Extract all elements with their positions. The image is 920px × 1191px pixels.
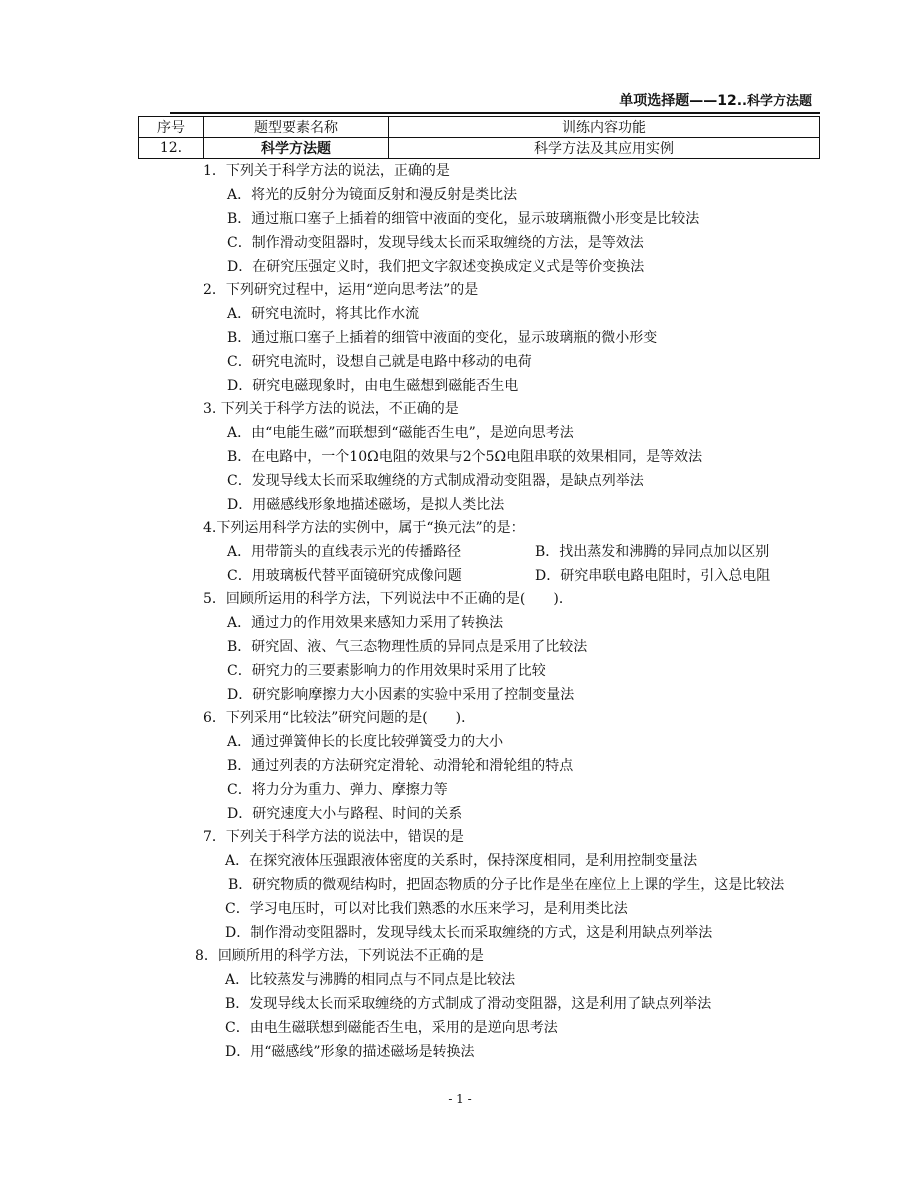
table-header-row xyxy=(139,117,820,138)
table-header-cell: 序号 xyxy=(139,117,204,138)
option: A．研究电流时，将其比作水流 xyxy=(227,306,420,322)
option: C．制作滑动变阻器时，发现导线太长而采取缠绕的方法，是等效法 xyxy=(227,235,644,251)
question-stem: 5．回顾所运用的科学方法，下列说法中不正确的是( )． xyxy=(203,591,573,607)
header-suffix: .科学方法题 xyxy=(742,94,812,109)
question-stem: 1．下列关于科学方法的说法，正确的是 xyxy=(203,163,450,179)
option: C．研究力的三要素影响力的作用效果时采用了比较 xyxy=(227,663,546,679)
option: B．找出蒸发和沸腾的异同点加以区别 xyxy=(535,544,770,560)
option: D．研究串联电路电阻时，引入总电阻 xyxy=(535,568,771,584)
question-2 xyxy=(170,279,820,398)
question-8 xyxy=(170,945,820,1064)
option: B．研究固、液、气三态物理性质的异同点是采用了比较法 xyxy=(227,639,588,655)
option: A．在探究液体压强跟液体密度的关系时，保持深度相同，是利用控制变量法 xyxy=(225,853,698,869)
option: C．研究电流时，设想自己就是电路中移动的电荷 xyxy=(227,354,532,370)
question-4 xyxy=(170,517,820,588)
option: C．发现导线太长而采取缠绕的方式制成滑动变阻器，是缺点列举法 xyxy=(227,473,644,489)
page-header xyxy=(619,90,812,110)
option: B．通过列表的方法研究定滑轮、动滑轮和滑轮组的特点 xyxy=(227,758,574,774)
question-6 xyxy=(170,707,820,826)
option: A．通过弹簧伸长的长度比较弹簧受力的大小 xyxy=(227,734,504,750)
option: A．由“电能生磁”而联想到“磁能否生电”，是逆向思考法 xyxy=(227,425,574,441)
option: C．由电生磁联想到磁能否生电，采用的是逆向思考法 xyxy=(225,1020,558,1036)
option: C．用玻璃板代替平面镜研究成像问题 xyxy=(227,568,462,584)
option: D．制作滑动变阻器时，发现导线太长而采取缠绕的方式，这是利用缺点列举法 xyxy=(225,925,713,941)
question-stem: 6．下列采用“比较法”研究问题的是( )． xyxy=(203,710,476,726)
option: A．用带箭头的直线表示光的传播路径 xyxy=(227,544,462,560)
option: B．通过瓶口塞子上插着的细管中液面的变化，显示玻璃瓶微小形变是比较法 xyxy=(227,211,700,227)
option: A．比较蒸发与沸腾的相同点与不同点是比较法 xyxy=(225,972,516,988)
option: A．通过力的作用效果来感知力采用了转换法 xyxy=(227,615,504,631)
option: C．将力分为重力、弹力、摩擦力等 xyxy=(227,782,448,798)
option: B．通过瓶口塞子上插着的细管中液面的变化，显示玻璃瓶的微小形变 xyxy=(227,330,658,346)
header-prefix: 单项选择题—— xyxy=(619,93,718,109)
table-cell: 12. xyxy=(139,138,204,159)
table-header-cell: 题型要素名称 xyxy=(204,117,389,138)
option-row xyxy=(170,564,820,588)
table-cell: 科学方法题 xyxy=(204,138,389,159)
table-cell: 科学方法及其应用实例 xyxy=(389,138,820,159)
table-header-cell: 训练内容功能 xyxy=(389,117,820,138)
option: D．用磁感线形象地描述磁场，是拟人类比法 xyxy=(227,497,505,513)
option-row xyxy=(170,540,820,564)
question-stem: 7．下列关于科学方法的说法中，错误的是 xyxy=(203,829,464,845)
option: D．在研究压强定义时，我们把文字叙述变换成定义式是等价变换法 xyxy=(227,259,645,275)
question-stem: 3. 下列关于科学方法的说法，不正确的是 xyxy=(203,401,459,417)
header-rule xyxy=(170,112,820,114)
table-row xyxy=(139,138,820,159)
meta-table xyxy=(138,116,820,159)
page-number: - 1 - xyxy=(448,1092,472,1106)
question-3 xyxy=(170,398,820,517)
option: B．发现导线太长而采取缠绕的方式制成了滑动变阻器，这是利用了缺点列举法 xyxy=(225,996,712,1012)
question-1 xyxy=(170,160,820,279)
question-5 xyxy=(170,588,820,707)
question-stem: 4.下列运用科学方法的实例中，属于“换元法”的是： xyxy=(203,520,525,536)
option: D．研究电磁现象时，由电生磁想到磁能否生电 xyxy=(227,378,519,394)
option: D．研究影响摩擦力大小因素的实验中采用了控制变量法 xyxy=(227,687,575,703)
option: D．研究速度大小与路程、时间的关系 xyxy=(227,806,463,822)
option: B．在电路中，一个10Ω电阻的效果与2个5Ω电阻串联的效果相同，是等效法 xyxy=(227,449,703,465)
question-list xyxy=(170,160,820,1064)
question-stem: 8．回顾所用的科学方法，下列说法不正确的是 xyxy=(195,948,484,964)
question-stem: 2．下列研究过程中，运用“逆向思考法”的是 xyxy=(203,282,479,298)
option: C．学习电压时，可以对比我们熟悉的水压来学习，是利用类比法 xyxy=(225,901,628,917)
question-7 xyxy=(170,826,820,945)
option: B．研究物质的微观结构时，把固态物质的分子比作是坐在座位上上课的学生，这是比较法 xyxy=(228,877,785,893)
option: A．将光的反射分为镜面反射和漫反射是类比法 xyxy=(227,187,518,203)
header-num: 12. xyxy=(717,93,743,109)
option: D．用“磁感线”形象的描述磁场是转换法 xyxy=(225,1044,475,1060)
